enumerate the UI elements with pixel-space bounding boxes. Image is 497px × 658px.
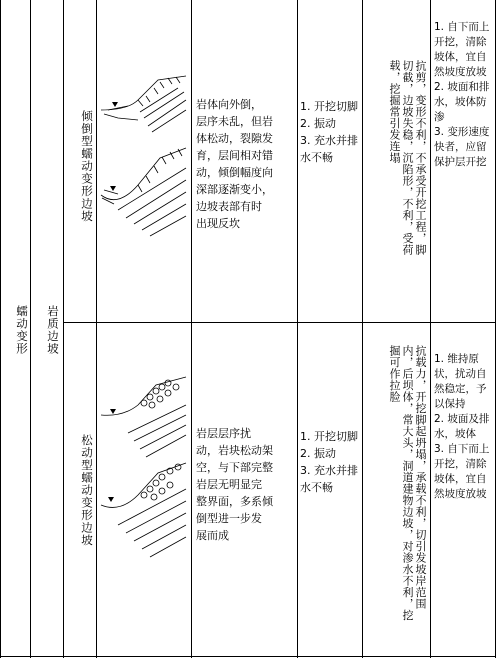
row-divider bbox=[63, 322, 496, 323]
row-1-causes bbox=[300, 98, 360, 166]
measure-item: 1. 自下而上开挖，清除坡体，宜自然坡度放坡 bbox=[434, 21, 490, 78]
grid-line bbox=[191, 0, 192, 658]
measure-item: 3. 自下而上开挖，清除坡体，宜自然坡度放坡 bbox=[434, 443, 490, 500]
grid-line bbox=[0, 0, 1, 658]
grid-line bbox=[297, 0, 298, 658]
grid-line bbox=[96, 0, 97, 658]
cause-item: 2. 振动 bbox=[300, 117, 336, 130]
row-2-slope-diagram bbox=[98, 355, 189, 585]
row-2-name: 松动型蠕动变形边坡 bbox=[80, 433, 94, 547]
measure-item: 2. 坡面及排水，坡体 bbox=[434, 413, 490, 440]
measure-item: 3. 变形速度快者，应留保护层开挖 bbox=[434, 126, 490, 168]
measure-item: 1. 维持原状，扰动自然稳定，予以保持 bbox=[434, 353, 487, 410]
cause-item: 2. 振动 bbox=[300, 447, 336, 460]
row-2-causes bbox=[300, 428, 360, 496]
row-divider bbox=[0, 656, 496, 657]
subtype-label: 岩质边坡 bbox=[46, 305, 60, 355]
row-1-description: 岩体向外倒， 层序未乱，但岩 体松动，裂隙发 育，层间相对错 动，倾倒幅度向 深部逐渐变小， 边坡表部有时 出现反坎 bbox=[196, 98, 273, 230]
grid-line bbox=[362, 0, 363, 658]
cause-item: 1. 开挖切脚 bbox=[300, 100, 358, 113]
cause-item: 3. 充水并排水不畅 bbox=[300, 134, 358, 164]
grid-line bbox=[30, 0, 31, 658]
row-2-harm: 抗载力，开挖脚起坍塌，承载不利，切引发坡岸范围内，后坝体，常大头，洞道建物边坡，对渗水不利，挖掘可作拉脸 bbox=[388, 345, 427, 621]
measure-item: 2. 坡面和排水，坡体防渗 bbox=[434, 81, 490, 123]
row-1-harm: 抗剪，变形不利，不承受开挖工程，脚切截，边坡失稳，沉陷形，不利，受荷载，挖掘常引发连塌 bbox=[388, 60, 427, 256]
category-label: 蠕动变形 bbox=[15, 305, 29, 355]
cause-item: 1. 开挖切脚 bbox=[300, 430, 358, 443]
cause-item: 3. 充水并排水不畅 bbox=[300, 464, 358, 494]
grid-line bbox=[495, 0, 496, 658]
row-1-measures bbox=[434, 20, 494, 170]
grid-line bbox=[430, 0, 431, 658]
grid-line bbox=[63, 0, 64, 658]
row-2-description: 岩层层序扰 动，岩块松动架 空，与下部完整 岩层无明显完 整界面，多系倾 倒型进一步发 展而成 bbox=[196, 427, 273, 542]
row-1-slope-diagram bbox=[98, 40, 189, 280]
row-2-measures bbox=[434, 352, 494, 502]
row-1-name: 倾倒型蠕动变形边坡 bbox=[80, 109, 94, 223]
